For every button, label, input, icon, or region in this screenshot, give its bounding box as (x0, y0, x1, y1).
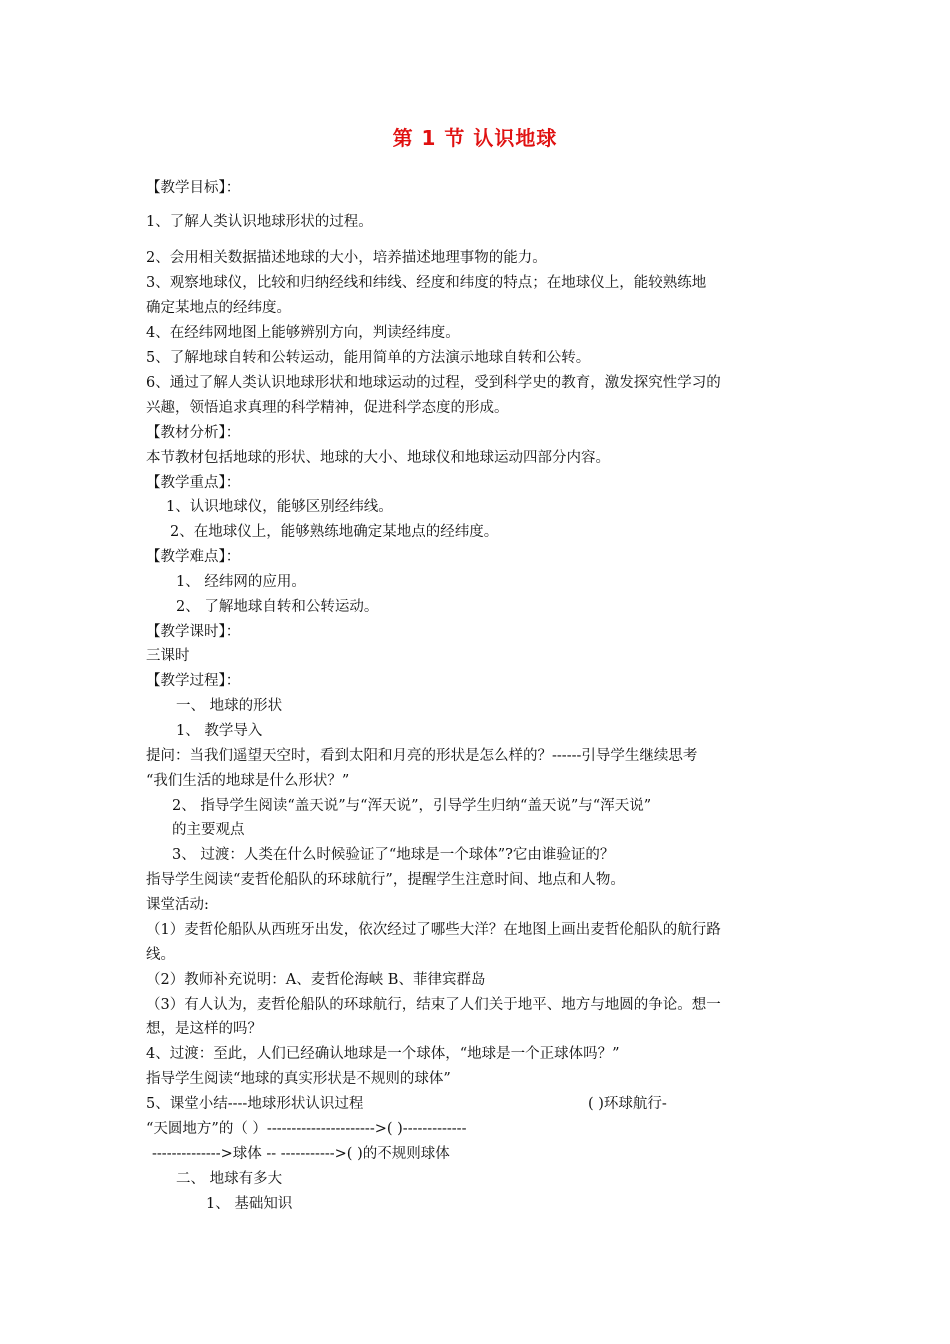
process-text: 提问：当我们遥望天空时，看到太阳和月亮的形状是怎么样的？------引导学生继续思考 (146, 748, 698, 764)
analysis-heading: 【教材分析】： (146, 425, 241, 441)
hours-heading: 【教学课时】： (146, 624, 241, 640)
hours-text: 三课时 (146, 648, 190, 664)
flow-line: “天圆地方”的（ ）---------------------->( )------------- (146, 1121, 467, 1137)
section-heading: 二、 地球有多大 (176, 1171, 283, 1187)
process-text: 指导学生阅读“地球的真实形状是不规则的球体” (146, 1071, 451, 1087)
process-text: 指导学生阅读“麦哲伦船队的环球航行”，提醒学生注意时间、地点和人物。 (146, 872, 625, 888)
process-item: 1、 教学导入 (176, 723, 263, 739)
page-title: 第 1 节 认识地球 (392, 126, 558, 150)
process-text: “我们生活的地球是什么形状？” (146, 773, 350, 789)
activity-item: 想，是这样的吗？ (146, 1021, 262, 1037)
keypoint-item: 1、认识地球仪，能够区别经纬线。 (166, 499, 393, 515)
activity-label: 课堂活动: (146, 897, 209, 913)
activity-item: （1）麦哲伦船队从西班牙出发，依次经过了哪些大洋？在地图上画出麦哲伦船队的航行路 (146, 922, 721, 938)
process-text: 5、课堂小结----地球形状认识过程 (146, 1096, 364, 1112)
difficulty-item: 1、 经纬网的应用。 (176, 574, 306, 590)
process-item: 2、 指导学生阅读“盖天说”与“浑天说”，引导学生归纳“盖天说”与“浑天说” (172, 798, 652, 814)
objective-item: 2、会用相关数据描述地球的大小，培养描述地理事物的能力。 (146, 250, 547, 266)
objective-item: 确定某地点的经纬度。 (146, 300, 291, 316)
objective-item: 兴趣，领悟追求真理的科学精神，促进科学态度的形成。 (146, 400, 509, 416)
objective-item: 3、观察地球仪，比较和归纳经线和纬线、经度和纬度的特点；在地球仪上，能较熟练地 (146, 275, 707, 291)
activity-item: 线。 (146, 947, 175, 963)
objective-item: 1、了解人类认识地球形状的过程。 (146, 214, 373, 230)
process-item: 3、 过渡：人类在什么时候验证了“地球是一个球体”?它由谁验证的？ (172, 847, 615, 863)
process-item: 1、 基础知识 (206, 1196, 293, 1212)
flow-blank: ( )环球航行- (588, 1096, 667, 1112)
activity-item: （2）教师补充说明：A、麦哲伦海峡 B、菲律宾群岛 (146, 972, 486, 988)
objective-item: 4、在经纬网地图上能够辨别方向，判读经纬度。 (146, 325, 460, 341)
objectives-heading: 【教学目标】： (146, 180, 241, 196)
analysis-text: 本节教材包括地球的形状、地球的大小、地球仪和地球运动四部分内容。 (146, 450, 610, 466)
flow-line: -------------->球体 -- ----------->( )的不规则球体 (152, 1146, 450, 1162)
objective-item: 6、通过了解人类认识地球形状和地球运动的过程，受到科学史的教育，激发探究性学习的 (146, 375, 721, 391)
objective-item: 5、了解地球自转和公转运动，能用简单的方法演示地球自转和公转。 (146, 350, 591, 366)
section-heading: 一、 地球的形状 (176, 698, 283, 714)
activity-item: （3）有人认为，麦哲伦船队的环球航行，结束了人们关于地平、地方与地圆的争论。想一 (146, 997, 721, 1013)
process-text: 4、过渡：至此，人们已经确认地球是一个球体，“地球是一个正球体吗？” (146, 1046, 620, 1062)
difficulties-heading: 【教学难点】： (146, 549, 241, 565)
keypoint-item: 2、在地球仪上，能够熟练地确定某地点的经纬度。 (170, 524, 499, 540)
process-item: 的主要观点 (172, 822, 245, 838)
difficulty-item: 2、 了解地球自转和公转运动。 (176, 599, 379, 615)
process-heading: 【教学过程】： (146, 673, 241, 689)
keypoints-heading: 【教学重点】： (146, 475, 241, 491)
